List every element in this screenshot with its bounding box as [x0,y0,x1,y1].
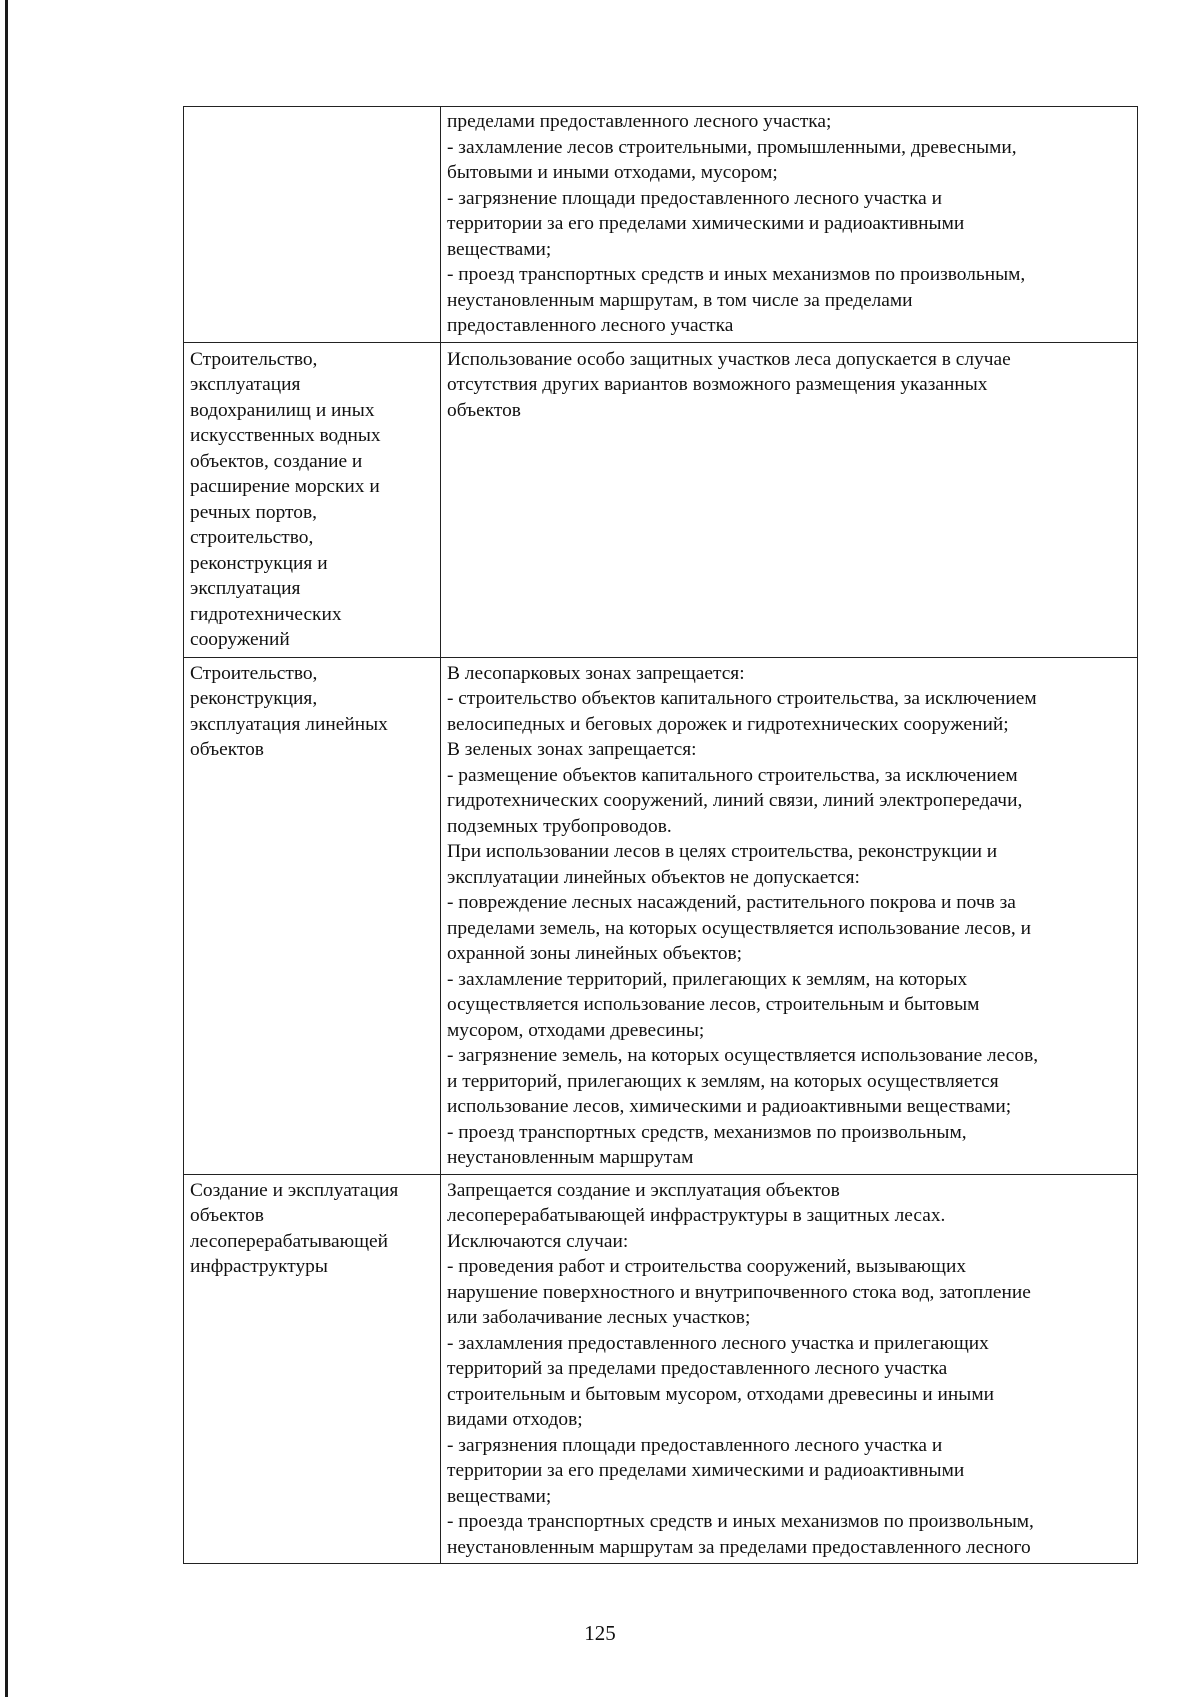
text-line: - проезд транспортных средств, механизмов по произвольным, [447,1121,967,1143]
text-line: В зеленых зонах запрещается: [447,739,697,760]
text-line: объектов, создание и [190,450,363,472]
text-line: веществами; [447,1485,552,1507]
text-line: - проезда транспортных средств и иных механизмов по произвольным, [447,1511,1034,1532]
page-number: 125 [584,1621,616,1645]
text-line: эксплуатация [190,578,301,599]
requirements-cell [441,342,1138,657]
text-line: - захламление территорий, прилегающих к землям, на которых [447,968,968,990]
text-line: лесоперерабатывающей инфраструктуры в защитных лесах. [447,1205,946,1226]
activity-cell [184,1174,441,1564]
requirements-cell [441,657,1138,1174]
text-line: водохранилищ и иных [190,399,375,421]
text-line: неустановленным маршрутам за пределами предоставленного лесного [447,1536,1031,1558]
restrictions-table [183,106,1138,1564]
text-line: расширение морских и [190,476,380,497]
text-line: территории за его пределами химическими и радиоактивными [447,1460,965,1481]
activity-cell [184,342,441,657]
text-line: - проведения работ и строительства сооружений, вызывающих [447,1256,967,1277]
text-line: Строительство, [190,662,318,684]
text-line: охранной зоны линейных объектов; [447,943,743,964]
text-line: пределами предоставленного лесного участка; [447,111,832,132]
requirements-cell [441,1174,1138,1564]
text-line: видами отходов; [447,1409,583,1430]
text-line: - строительство объектов капитального строительства, за исключением [447,688,1037,709]
text-line: реконструкция, [190,688,318,709]
text-line: территории за его пределами химическими и радиоактивными [447,213,965,234]
text-line: гидротехнических [190,603,342,625]
activity-cell [184,107,441,343]
text-line: пределами земель, на которых осуществляется использование лесов, и [447,917,1032,939]
text-line: использование лесов, химическими и радиоактивными веществами; [447,1096,1012,1117]
text-line: - загрязнение земель, на которых осуществляется использование лесов, [447,1045,1039,1066]
text-line: лесоперерабатывающей [190,1230,389,1252]
text-line: нарушение поверхностного и внутрипочвенного стока вод, затопление [447,1281,1031,1303]
activity-cell [184,657,441,1174]
text-line: предоставленного лесного участка [447,315,734,336]
table-row [184,657,1138,1174]
text-line: Использование особо защитных участков леса допускается в случае [447,348,1011,370]
text-line: эксплуатации линейных объектов не допускается: [447,866,860,888]
text-line: подземных трубопроводов. [447,815,672,837]
text-line: - проезд транспортных средств и иных механизмов по произвольным, [447,264,1026,285]
text-line: объектов [190,1205,264,1226]
requirements-cell [441,107,1138,343]
text-line: неустановленным маршрутам, в том числе за пределами [447,289,913,311]
text-line: гидротехнических сооружений, линий связи, линий электропередачи, [447,790,1023,811]
text-line: Создание и эксплуатация [190,1179,399,1201]
text-line: - захламление лесов строительными, промышленными, древесными, [447,136,1017,158]
text-line: - загрязнение площади предоставленного лесного участка и [447,187,942,209]
table-row [184,1174,1138,1564]
text-line: велосипедных и беговых дорожек и гидротехнических сооружений; [447,713,1009,735]
text-line: Строительство, [190,348,318,370]
text-line: - размещение объектов капитального строительства, за исключением [447,764,1018,786]
text-line: мусором, отходами древесины; [447,1019,705,1041]
text-line: веществами; [447,238,552,260]
text-line: Исключаются случаи: [447,1230,629,1252]
text-line: - захламления предоставленного лесного участка и прилегающих [447,1332,989,1354]
text-line: бытовыми и иными отходами, мусором; [447,162,778,183]
table-row [184,107,1138,343]
text-line: Запрещается создание и эксплуатация объектов [447,1179,840,1201]
text-line: При использовании лесов в целях строительства, реконструкции и [447,841,998,862]
text-line: В лесопарковых зонах запрещается: [447,662,745,684]
text-line: речных портов, [190,501,317,523]
scan-edge-line [5,0,8,1697]
text-line: объектов [190,739,264,760]
text-line: искусственных водных [190,425,381,446]
text-line: территорий за пределами предоставленного лесного участка [447,1358,948,1379]
text-line: эксплуатация линейных [190,713,388,735]
text-line: инфраструктуры [190,1256,328,1277]
text-line: строительство, [190,527,314,548]
table-row [184,342,1138,657]
text-line: объектов [447,399,521,421]
text-line: эксплуатация [190,374,301,395]
text-line: и территорий, прилегающих к землям, на которых осуществляется [447,1070,999,1092]
text-line: неустановленным маршрутам [447,1147,694,1168]
text-line: сооружений [190,629,290,650]
text-line: или заболачивание лесных участков; [447,1307,751,1328]
text-line: отсутствия других вариантов возможного размещения указанных [447,374,988,395]
text-line: осуществляется использование лесов, строительным и бытовым [447,994,980,1015]
text-line: реконструкция и [190,552,328,574]
text-line: - повреждение лесных насаждений, растительного покрова и почв за [447,892,1016,913]
text-line: - загрязнения площади предоставленного лесного участка и [447,1434,943,1456]
text-line: строительным и бытовым мусором, отходами древесины и иными [447,1383,994,1405]
